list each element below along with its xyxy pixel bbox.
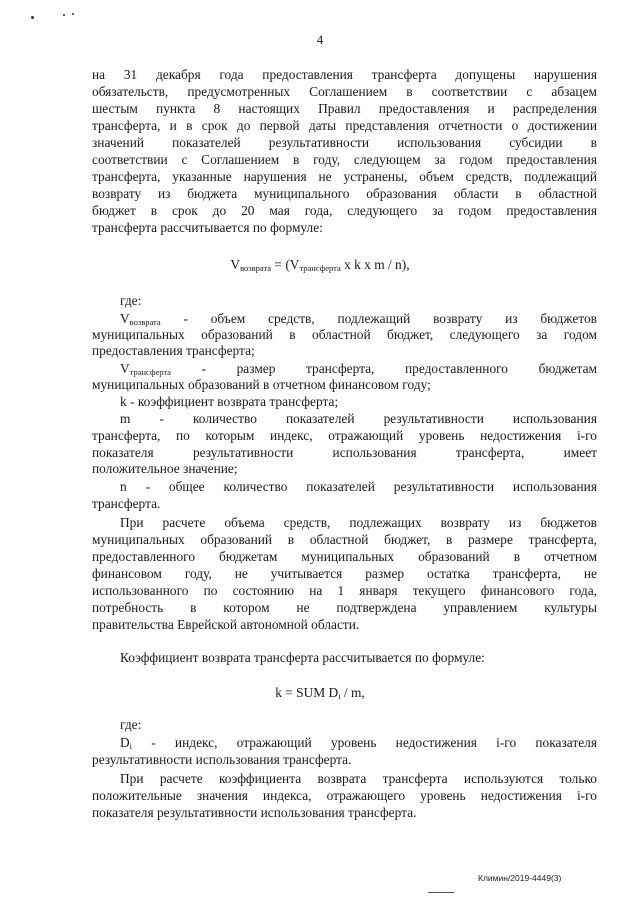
paragraph-line: трансферта. [92, 496, 161, 511]
paragraph-line: результативности использования трансферта. [92, 752, 352, 767]
definition-v-return: $V_{возврата}$ - объем средств, подлежащий возврату из бюджетов [120, 311, 597, 327]
paragraph-line: шестым пункта 8 настоящих Правил предоставления и распределения [92, 101, 597, 116]
paragraph-line: муниципальных образований в отчетном финансовом году; [92, 377, 431, 392]
paragraph-line: предоставления трансферта; [92, 343, 255, 358]
definition-n: n - общее количество показателей результативности использования [120, 479, 597, 494]
paragraph-line: предоставленного бюджетам муниципальных образований в отчетном [92, 549, 597, 564]
paragraph-line: трансферта, по которым индекс, отражающий уровень недостижения i-го [92, 428, 597, 443]
paragraph-line: муниципальных образований в областной бюджет, в размере трансферта, [92, 532, 597, 547]
paragraph-line: муниципальных образований в областной бюджет, следующего за годом [92, 327, 597, 342]
paragraph-line: трансферта, и в срок до первой даты представления отчетности о достижении [92, 118, 597, 133]
paragraph-line: соответствии с Соглашением в году, следующем за годом предоставления [92, 152, 597, 167]
paragraph-line: потребность в котором не подтверждена управлением культуры [92, 600, 597, 615]
paragraph-line: положительные значения индекса, отражающего уровень недостижения i-го [92, 788, 597, 803]
paragraph-line: использованного по состоянию на 1 января текущего финансового года, [92, 583, 597, 598]
scan-speck [63, 14, 65, 16]
paragraph-line: При расчете объема средств, подлежащих возврату из бюджетов [120, 515, 597, 530]
scan-speck [72, 13, 74, 15]
paragraph-line: обязательств, предусмотренных Соглашением в соответствии с абзацем [92, 84, 597, 99]
document-code: Климин/2019-4449(3) [478, 873, 562, 883]
paragraph-line: трансферта, указанные нарушения не устранены, объем средств, подлежащий [92, 169, 597, 184]
paragraph-line: При расчете коэффициента возврата трансферта используются только [120, 771, 597, 786]
paragraph-line: возврату из бюджета муниципального образования области в областной [92, 186, 597, 201]
paragraph-line: бюджет в срок до 20 мая года, следующего за годом предоставления [92, 203, 597, 218]
where-label: где: [120, 717, 142, 732]
definition-m: m - количество показателей результативности использования [120, 411, 597, 426]
formula-coefficient: k = SUM $D_i$ / m, [275, 685, 365, 701]
paragraph-line: финансовом году, не учитывается размер остатка трансферта, не [92, 566, 597, 581]
coefficient-intro: Коэффициент возврата трансферта рассчитывается по формуле: [120, 650, 485, 665]
paragraph-line: правительства Еврейской автономной области. [92, 617, 360, 632]
definition-d: $D_i$ - индекс, отражающий уровень недостижения i-го показателя [120, 735, 597, 751]
paragraph-line: показателя результативности использования трансферта. [92, 805, 417, 820]
paragraph-line: трансферта рассчитывается по формуле: [92, 220, 323, 235]
formula-return-volume: $V_{возврата} = (V_{трансферта}$ x k x m / n), [230, 257, 410, 273]
scan-mark [428, 892, 454, 893]
definition-v-transfer: $V_{трансферта}$ - размер трансферта, предоставленного бюджетам [120, 361, 597, 377]
scan-speck [31, 16, 34, 19]
definition-k: k - коэффициент возврата трансферта; [120, 394, 339, 409]
page-number: 4 [316, 32, 324, 47]
paragraph-line: на 31 декабря года предоставления трансферта допущены нарушения [92, 67, 597, 82]
paragraph-line: значений показателей результативности использования субсидии в [92, 135, 597, 150]
paragraph-line: положительное значение; [92, 461, 238, 476]
paragraph-line: показателя результативности использования трансферта, имеет [92, 445, 597, 460]
where-label: где: [120, 293, 142, 308]
